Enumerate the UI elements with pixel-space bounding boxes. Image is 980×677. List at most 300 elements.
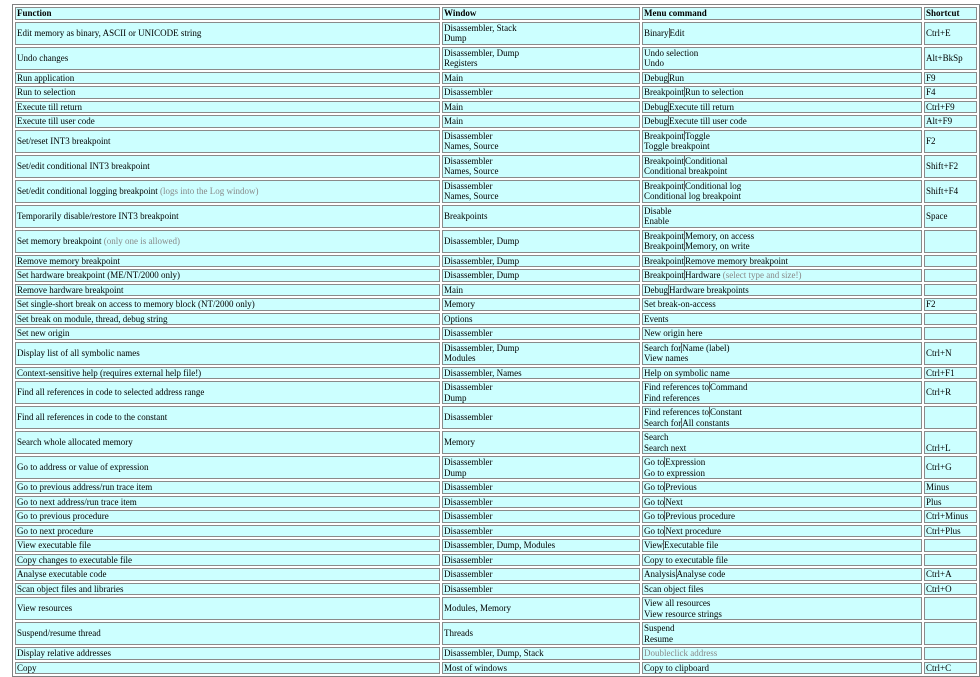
shortcut-key: Ctrl+R — [926, 387, 952, 398]
window-name: Disassembler — [444, 87, 493, 97]
table-row — [15, 510, 977, 523]
function-text: Set/edit conditional INT3 breakpoint — [17, 160, 150, 171]
menu-path-part: Hardware — [685, 270, 721, 280]
shortcut-cell — [924, 496, 977, 509]
menu-path-part: Edit — [669, 27, 685, 38]
menu-command-cell — [642, 539, 922, 552]
menu-command-cell — [642, 568, 922, 581]
shortcut-cell — [924, 101, 977, 114]
window-cell — [442, 230, 640, 253]
menu-command-cell — [642, 313, 922, 326]
window-cell — [442, 101, 640, 114]
window-cell — [442, 205, 640, 228]
menu-path-part: View all resources — [644, 598, 711, 608]
function-cell — [15, 647, 440, 660]
window-cell — [442, 496, 640, 509]
function-note: (only one is allowed) — [103, 235, 180, 246]
window-cell — [442, 406, 640, 429]
function-text: Copy — [17, 662, 37, 673]
menu-path — [644, 216, 920, 227]
window-name: Main — [444, 284, 463, 295]
window-cell — [442, 130, 640, 153]
menu-path-part: Executable file — [663, 540, 719, 550]
shortcut-cell — [924, 22, 977, 45]
menu-path — [644, 156, 920, 167]
window-cell — [442, 568, 640, 581]
menu-command-cell — [642, 496, 922, 509]
shortcut-cell — [924, 583, 977, 596]
window-name: Disassembler, Dump — [444, 255, 520, 266]
function-text: Go to next address/run trace item — [17, 496, 137, 507]
shortcut-cell — [924, 431, 977, 454]
shortcut-cell — [924, 647, 977, 660]
function-cell — [15, 406, 440, 429]
function-cell — [15, 367, 440, 380]
function-text: Set new origin — [17, 328, 70, 338]
function-cell — [15, 205, 440, 228]
window-name: Disassembler — [444, 155, 493, 166]
menu-command-cell — [642, 86, 922, 99]
menu-path-part: Set break-on-access — [644, 299, 716, 309]
menu-path-part: Command — [709, 382, 748, 392]
menu-path — [644, 382, 920, 393]
menu-command-cell — [642, 510, 922, 523]
menu-command-cell — [642, 284, 922, 297]
menu-path-part: Undo selection — [644, 47, 699, 58]
window-cell — [442, 510, 640, 523]
menu-path — [644, 241, 920, 252]
menu-path-part: Events — [644, 313, 669, 324]
function-cell — [15, 481, 440, 494]
function-text: Display list of all symbolic names — [17, 347, 140, 358]
menu-path-part: Breakpoint — [644, 180, 684, 191]
shortcut-cell — [924, 72, 977, 85]
window-name: Disassembler — [444, 412, 493, 423]
menu-path-part: View names — [644, 353, 689, 363]
menu-path-part: Debug — [644, 101, 668, 112]
menu-path-part: Debug — [644, 116, 668, 126]
header-menu-command: Menu command — [642, 7, 922, 20]
table-row — [15, 180, 977, 203]
menu-note: Doubleclick address — [644, 648, 718, 658]
menu-command-cell — [642, 47, 922, 70]
shortcut-cell — [924, 510, 977, 523]
window-name: Disassembler, Stack — [444, 22, 517, 33]
shortcut-key: Ctrl+E — [926, 27, 951, 38]
menu-path-part: Search — [644, 432, 669, 442]
menu-path-part: Debug — [644, 72, 668, 83]
function-text: Execute till return — [17, 101, 82, 112]
function-text: Scan object files and libraries — [17, 583, 124, 594]
menu-path — [644, 584, 920, 595]
menu-path-part: Execute till return — [669, 101, 734, 112]
function-cell — [15, 86, 440, 99]
window-name: Disassembler — [444, 457, 493, 467]
function-cell — [15, 496, 440, 509]
shortcut-key: Space — [926, 210, 948, 221]
menu-path — [644, 526, 920, 537]
menu-path-part: Execute till user code — [669, 116, 747, 126]
shortcut-key: Shift+F4 — [926, 185, 959, 196]
window-name: Most of windows — [444, 662, 508, 673]
table-row — [15, 298, 977, 311]
table-row — [15, 539, 977, 552]
menu-path — [644, 131, 920, 142]
shortcut-cell — [924, 47, 977, 70]
menu-path — [644, 609, 920, 620]
menu-path-part: Copy to executable file — [644, 554, 728, 565]
menu-command-cell — [642, 662, 922, 675]
window-name: Names, Source — [444, 191, 499, 201]
table-row — [15, 115, 977, 128]
shortcut-key: F4 — [926, 87, 936, 97]
menu-path-part: Previous — [665, 482, 697, 492]
window-cell — [442, 597, 640, 620]
function-cell — [15, 622, 440, 645]
window-cell — [442, 255, 640, 268]
window-name: Disassembler, Dump — [444, 270, 520, 280]
shortcut-key: Minus — [926, 482, 950, 492]
window-cell — [442, 115, 640, 128]
table-row — [15, 367, 977, 380]
window-cell — [442, 47, 640, 70]
window-name: Main — [444, 72, 463, 83]
function-cell — [15, 284, 440, 297]
table-row — [15, 130, 977, 153]
menu-path — [644, 102, 920, 113]
shortcut-key: Plus — [926, 496, 942, 507]
window-name: Disassembler — [444, 382, 493, 392]
function-text: Go to previous address/run trace item — [17, 482, 153, 492]
menu-path — [644, 555, 920, 566]
window-name: Disassembler — [444, 180, 493, 191]
window-name: Memory — [444, 299, 475, 309]
menu-path — [644, 314, 920, 325]
table-row — [15, 496, 977, 509]
function-cell — [15, 47, 440, 70]
shortcut-key: Ctrl+F9 — [926, 101, 955, 112]
function-text: Copy changes to executable file — [17, 554, 132, 565]
table-row — [15, 342, 977, 365]
function-cell — [15, 72, 440, 85]
shortcut-key: F2 — [926, 299, 936, 309]
menu-path-part: Memory, on access — [685, 230, 755, 241]
table-row — [15, 47, 977, 70]
menu-path — [644, 206, 920, 217]
menu-path-part: Breakpoint — [644, 87, 684, 97]
window-cell — [442, 525, 640, 538]
table-row — [15, 554, 977, 567]
function-cell — [15, 554, 440, 567]
menu-path-part: Conditional log breakpoint — [644, 191, 741, 201]
menu-path-part: Memory, on write — [685, 241, 750, 251]
menu-path — [644, 443, 920, 454]
menu-command-cell — [642, 72, 922, 85]
table-row — [15, 662, 977, 675]
table-row — [15, 381, 977, 404]
menu-path — [644, 393, 920, 404]
table-row — [15, 431, 977, 454]
menu-path — [644, 468, 920, 479]
shortcut-key: Shift+F2 — [926, 160, 959, 171]
menu-path — [644, 48, 920, 59]
menu-path — [644, 407, 920, 418]
function-text: Undo changes — [17, 52, 69, 63]
window-name: Disassembler, Dump — [444, 47, 520, 58]
window-cell — [442, 622, 640, 645]
shortcut-cell — [924, 597, 977, 620]
menu-path — [644, 256, 920, 267]
table-row — [15, 327, 977, 340]
window-cell — [442, 367, 640, 380]
shortcut-key: Ctrl+C — [926, 662, 952, 673]
function-text: Set single-short break on access to memory block (NT/2000 only) — [17, 299, 255, 309]
shortcut-key: F2 — [926, 135, 936, 146]
menu-path — [644, 285, 920, 296]
function-cell — [15, 510, 440, 523]
menu-path-part: Resume — [644, 633, 673, 644]
function-cell — [15, 431, 440, 454]
menu-path — [644, 457, 920, 468]
shortcut-key: F9 — [926, 72, 936, 83]
function-cell — [15, 381, 440, 404]
shortcut-cell — [924, 86, 977, 99]
table-row — [15, 101, 977, 114]
window-name: Disassembler, Dump — [444, 235, 520, 246]
function-text: Go to address or value of expression — [17, 462, 149, 473]
menu-command-cell — [642, 205, 922, 228]
function-cell — [15, 22, 440, 45]
menu-command-cell — [642, 342, 922, 365]
menu-path-part: Previous procedure — [665, 511, 735, 521]
menu-command-cell — [642, 647, 922, 660]
window-name: Disassembler, Dump — [444, 342, 520, 353]
window-cell — [442, 269, 640, 282]
window-cell — [442, 662, 640, 675]
shortcut-cell — [924, 367, 977, 380]
shortcut-cell — [924, 456, 977, 479]
menu-path-part: Find references — [644, 392, 700, 403]
menu-path-part: Copy to clipboard — [644, 662, 709, 673]
window-cell — [442, 456, 640, 479]
menu-command-cell — [642, 230, 922, 253]
menu-path — [644, 598, 920, 609]
menu-path-part: Name (label) — [682, 342, 730, 353]
menu-command-cell — [642, 406, 922, 429]
menu-path-part: Breakpoint — [644, 270, 684, 280]
shortcut-key: Ctrl+L — [926, 442, 951, 453]
function-text: Set hardware breakpoint (ME/NT/2000 only) — [17, 270, 180, 280]
function-cell — [15, 255, 440, 268]
window-cell — [442, 86, 640, 99]
function-text: Remove hardware breakpoint — [17, 284, 124, 295]
shortcut-key: Ctrl+G — [926, 462, 952, 473]
menu-path-part: All constants — [682, 417, 730, 428]
window-name: Names, Source — [444, 141, 499, 151]
menu-path-part: Search for — [644, 417, 682, 428]
shortcut-key: Ctrl+F1 — [926, 367, 955, 378]
menu-path-part: Breakpoint — [644, 241, 684, 251]
table-row — [15, 647, 977, 660]
window-name: Disassembler, Names — [444, 367, 522, 378]
window-cell — [442, 583, 640, 596]
function-text: Set memory breakpoint — [17, 235, 102, 246]
function-cell — [15, 583, 440, 596]
window-name: Memory — [444, 437, 475, 448]
function-text: Display relative addresses — [17, 648, 111, 658]
function-text: Execute till user code — [17, 116, 95, 126]
shortcut-cell — [924, 313, 977, 326]
menu-path-part: Next procedure — [665, 525, 721, 536]
window-cell — [442, 431, 640, 454]
menu-command-cell — [642, 622, 922, 645]
window-name: Names, Source — [444, 166, 499, 176]
function-text: View resources — [17, 603, 73, 614]
menu-path — [644, 299, 920, 310]
function-text: Context-sensitive help (requires external help file!) — [17, 367, 202, 378]
function-cell — [15, 155, 440, 178]
menu-path — [644, 540, 920, 551]
window-name: Disassembler — [444, 511, 493, 521]
table-row — [15, 284, 977, 297]
shortcut-cell — [924, 406, 977, 429]
function-cell — [15, 456, 440, 479]
menu-path-part: Analyse code — [676, 569, 726, 579]
menu-path-part: Go to — [644, 525, 665, 536]
menu-path-part: Hardware breakpoints — [669, 284, 749, 295]
menu-path-part: Next — [665, 496, 683, 507]
menu-command-cell — [642, 583, 922, 596]
window-name: Breakpoints — [444, 210, 488, 221]
window-cell — [442, 313, 640, 326]
menu-path — [644, 368, 920, 379]
menu-path-part: Scan object files — [644, 583, 704, 594]
window-name: Threads — [444, 628, 473, 639]
table-row — [15, 255, 977, 268]
menu-command-cell — [642, 597, 922, 620]
window-name: Disassembler — [444, 569, 493, 579]
menu-command-cell — [642, 298, 922, 311]
menu-command-cell — [642, 155, 922, 178]
menu-path-part: Debug — [644, 284, 668, 295]
menu-command-cell — [642, 525, 922, 538]
menu-path — [644, 353, 920, 364]
menu-path — [644, 343, 920, 354]
menu-command-cell — [642, 180, 922, 203]
shortcut-cell — [924, 255, 977, 268]
shortcut-cell — [924, 284, 977, 297]
menu-path-part: Binary — [644, 27, 669, 38]
menu-note: (select type and size!) — [722, 270, 802, 280]
window-name: Modules, Memory — [444, 603, 511, 614]
menu-command-cell — [642, 130, 922, 153]
menu-path-part: Find references to — [644, 382, 709, 392]
menu-command-cell — [642, 327, 922, 340]
menu-path — [644, 634, 920, 645]
menu-path-part: Search for — [644, 342, 682, 353]
shortcut-key: Ctrl+N — [926, 347, 952, 358]
shortcut-cell — [924, 298, 977, 311]
shortcut-key: Ctrl+A — [926, 569, 952, 579]
window-name: Disassembler — [444, 525, 493, 536]
window-name: Disassembler, Dump, Stack — [444, 648, 544, 658]
menu-path — [644, 141, 920, 152]
menu-command-cell — [642, 554, 922, 567]
window-cell — [442, 22, 640, 45]
menu-path-part: New origin here — [644, 328, 703, 338]
menu-path — [644, 191, 920, 202]
menu-path-part: View resource strings — [644, 608, 722, 619]
menu-path — [644, 28, 920, 39]
menu-path — [644, 328, 920, 339]
menu-command-cell — [642, 431, 922, 454]
shortcut-cell — [924, 481, 977, 494]
function-text: Run to selection — [17, 87, 76, 97]
table-row — [15, 481, 977, 494]
function-cell — [15, 130, 440, 153]
function-cell — [15, 525, 440, 538]
function-cell — [15, 101, 440, 114]
shortcut-cell — [924, 554, 977, 567]
window-cell — [442, 647, 640, 660]
table-row — [15, 406, 977, 429]
function-text: Set/reset INT3 breakpoint — [17, 135, 111, 146]
function-text: Go to previous procedure — [17, 511, 109, 521]
table-row — [15, 568, 977, 581]
menu-command-cell — [642, 101, 922, 114]
menu-path-part: View — [644, 540, 663, 550]
function-text: Find all references in code to the constant — [17, 412, 168, 423]
menu-command-cell — [642, 115, 922, 128]
function-cell — [15, 539, 440, 552]
table-row — [15, 597, 977, 620]
menu-command-cell — [642, 481, 922, 494]
function-text: Set break on module, thread, debug string — [17, 313, 168, 324]
window-name: Registers — [444, 58, 478, 68]
menu-path — [644, 432, 920, 443]
function-cell — [15, 313, 440, 326]
header-shortcut: Shortcut — [924, 7, 977, 20]
menu-path-part: Conditional breakpoint — [644, 166, 728, 176]
menu-path-part: Breakpoint — [644, 230, 684, 241]
shortcuts-table — [12, 4, 980, 677]
window-cell — [442, 327, 640, 340]
table-row — [15, 583, 977, 596]
table-row — [15, 72, 977, 85]
shortcut-cell — [924, 269, 977, 282]
window-name: Dump — [444, 392, 467, 403]
menu-path — [644, 73, 920, 84]
menu-command-cell — [642, 367, 922, 380]
menu-path-part: Remove memory breakpoint — [685, 255, 788, 266]
shortcut-key: Alt+BkSp — [926, 52, 963, 63]
menu-path — [644, 497, 920, 508]
window-name: Dump — [444, 467, 467, 478]
menu-path — [644, 87, 920, 98]
function-text: Set/edit conditional logging breakpoint — [17, 185, 158, 196]
function-text: Go to next procedure — [17, 525, 94, 536]
shortcut-cell — [924, 327, 977, 340]
shortcut-key: Ctrl+Minus — [926, 511, 969, 521]
menu-path-part: Breakpoint — [644, 255, 684, 266]
window-name: Disassembler — [444, 328, 493, 338]
shortcut-cell — [924, 180, 977, 203]
shortcut-cell — [924, 342, 977, 365]
menu-path — [644, 231, 920, 242]
menu-path-part: Go to expression — [644, 467, 705, 478]
table-row — [15, 622, 977, 645]
window-cell — [442, 539, 640, 552]
